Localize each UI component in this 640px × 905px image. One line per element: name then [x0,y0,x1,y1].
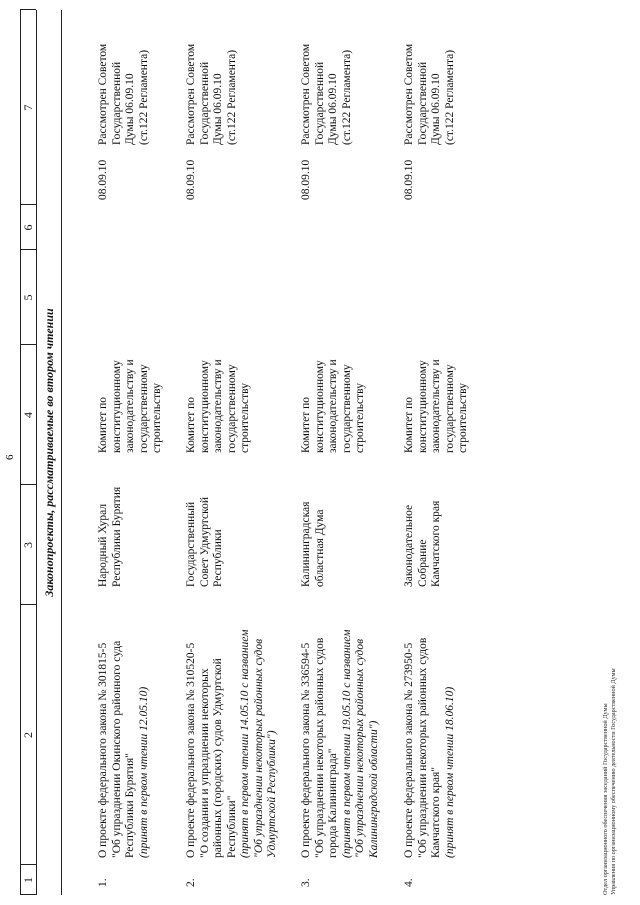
text-line: Комитет по [97,397,109,453]
date-cell: 08.09.10 [403,159,415,200]
first-reading-note: "Об упразднении некоторых районных судов [252,638,265,858]
text-line: города Калининграда" [327,748,339,858]
status-cell [97,44,151,145]
bill-title [300,630,381,858]
text-line: конституционному [416,360,429,453]
row-number: 4. [403,878,415,887]
text-line: Государственной [416,61,429,145]
date-cell: 08.09.10 [185,159,197,200]
text-line: Комитет по [403,397,415,453]
text-line: строительству [457,383,469,453]
text-line: конституционному [313,360,326,453]
text-line: Республики Бурятия [110,486,123,587]
text-line: Камчатского края" [430,767,442,858]
text-line: государственному [137,364,150,453]
date-cell: 08.09.10 [300,159,312,200]
text-line: Государственной [110,61,123,145]
first-reading-note: (принят в первом чтении 19.05.10 с названием [340,629,353,858]
text-line: Народный Хурал [97,503,109,587]
column-number: 3 [21,542,35,548]
committee-cell [300,359,368,453]
text-line: Государственной [198,61,211,145]
text-line: районных (городских) судов Удмуртской [212,658,224,858]
header-bottom-border [36,10,37,895]
text-line: государственному [340,364,353,453]
author-cell [185,497,226,587]
row-number: 3. [300,878,312,887]
text-line: "Об упразднении Окинского районного суда [110,640,123,858]
first-reading-note: (принят в первом чтении 18.06.10) [443,686,456,858]
author-cell [403,501,444,587]
text-line: Думы 06.09.10 [124,73,136,145]
text-line: конституционному [198,360,211,453]
text-line: законодательству и [327,359,339,453]
section-bottom-border [61,10,62,895]
text-line: Думы 06.09.10 [212,73,224,145]
committee-cell [97,359,165,453]
text-line: Думы 06.09.10 [327,73,339,145]
bill-title [97,641,151,858]
text-line: Совет Удмуртской [198,497,211,587]
text-line: Государственный [185,501,197,587]
row-number: 1. [97,878,109,887]
committee-cell [403,359,471,453]
column-number: 6 [21,224,35,231]
footer-line: Отдел организационного обеспечения заседаний Государственной Думы [602,703,609,895]
column-number: 5 [21,294,35,301]
text-line: государственному [443,364,456,453]
first-reading-note: (принят в первом чтении 14.05.10 с названием [239,629,251,858]
text-line: "Об упразднении некоторых районных судов [313,637,326,858]
bill-title [403,638,457,858]
text-line: строительству [354,383,366,453]
date-cell: 08.09.10 [97,159,109,200]
text-line: "О создании и упразднении некоторых [198,668,211,858]
text-line: Рассмотрен Советом [97,43,109,145]
text-line: "Об упразднении некоторых районных судов [416,637,429,858]
text-line: (ст.122 Регламента) [225,49,238,145]
text-line: О проекте федерального закона № 310520-5 [185,642,197,858]
text-line: (ст.122 Регламента) [340,49,353,145]
text-line: строительству [239,383,251,453]
committee-cell [185,359,253,453]
section-title: Законопроекты, рассматриваемые во втором чтении [42,308,56,597]
text-line: Комитет по [185,397,197,453]
text-line: О проекте федерального закона № 301815-5 [97,642,109,858]
text-line: Рассмотрен Советом [300,43,312,145]
author-cell [300,502,327,587]
column-number: 2 [21,732,35,738]
text-line: государственному [225,364,238,453]
text-line: Республики [212,529,224,587]
text-line: Государственной [313,61,326,145]
text-line: законодательству и [212,359,224,453]
text-line: О проекте федерального закона № 273950-5 [403,642,415,858]
text-line: Рассмотрен Советом [185,43,197,145]
text-line: (ст.122 Регламента) [443,49,456,145]
status-cell [403,44,457,145]
text-line: Камчатского края [430,500,442,587]
page-number: 6 [4,454,16,460]
footer-line: Управления по организационному обеспечению деятельности Государственной Думы [610,668,617,895]
text-line: областная Дума [313,509,326,587]
first-reading-note: "Об упразднении некоторых районных судов [354,638,366,858]
text-line: О проекте федерального закона № 336594-5 [300,642,312,858]
text-line: Рассмотрен Советом [403,43,415,145]
text-line: Законодательное [403,504,415,587]
text-line: Комитет по [300,397,312,453]
text-line: конституционному [110,360,123,453]
text-line: Республики Бурятия" [124,753,136,858]
text-line: Республики" [225,795,238,858]
first-reading-note: Калининградской области") [367,720,380,858]
text-line: (ст.122 Регламента) [137,49,150,145]
status-cell [300,44,354,145]
text-line: Думы 06.09.10 [430,73,442,145]
text-line: строительству [151,383,163,453]
author-cell [97,487,124,587]
row-number: 2. [185,878,197,887]
status-cell [185,44,239,145]
text-line: Калининградская [300,501,312,587]
footer [602,668,618,895]
text-line: Собрание [416,539,429,587]
text-line: законодательству и [430,359,442,453]
first-reading-note: (принят в первом чтении 12.05.10) [137,686,150,858]
column-number: 7 [21,104,35,111]
first-reading-note: Удмуртской Республики") [266,730,278,858]
bill-title [185,630,280,858]
column-number: 4 [21,412,35,418]
column-number: 1 [21,877,35,883]
text-line: законодательству и [124,359,136,453]
